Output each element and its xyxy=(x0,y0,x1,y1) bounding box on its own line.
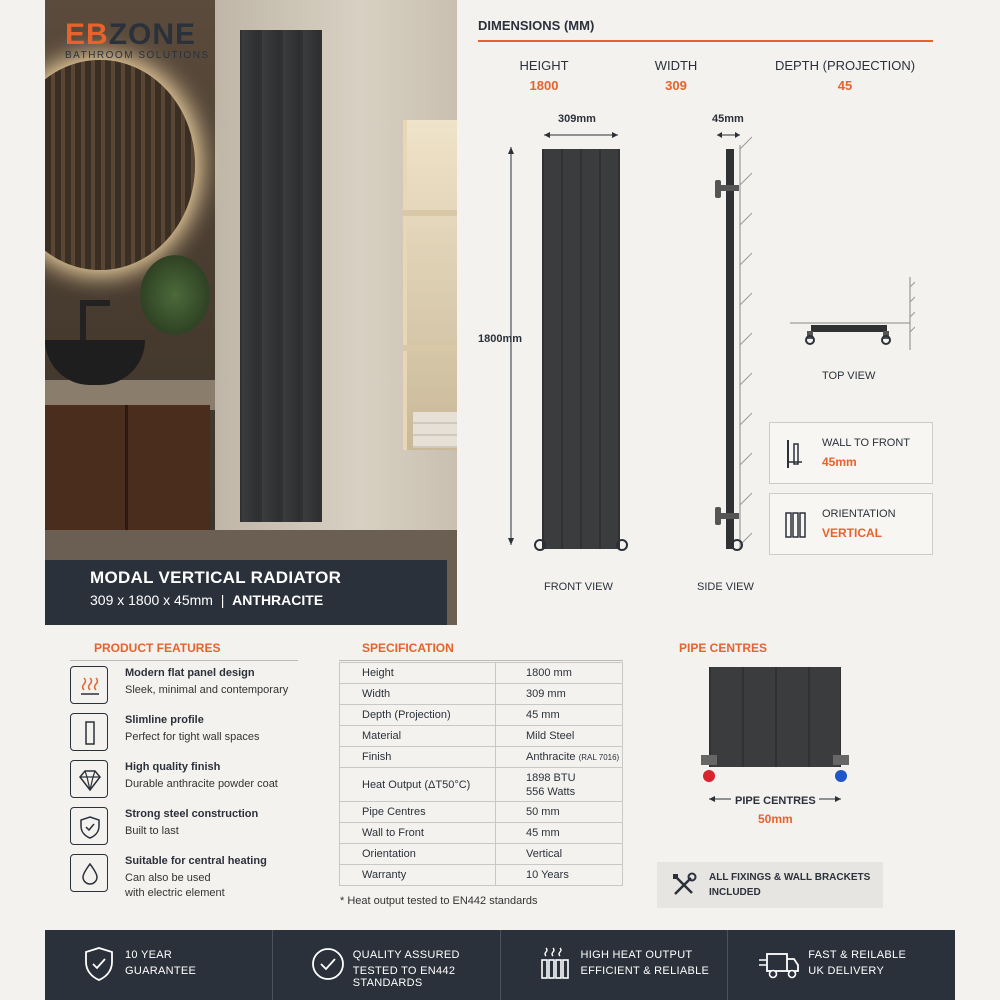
table-row: Warranty 10 Years xyxy=(340,865,623,886)
wall-bracket-icon xyxy=(784,438,808,470)
slim-panel-icon xyxy=(78,721,102,745)
top-view-drawing xyxy=(785,272,915,352)
delivery-truck-icon xyxy=(758,946,800,982)
pipe-centres-value: 50mm xyxy=(758,812,793,826)
table-row: Depth (Projection) 45 mm xyxy=(340,705,623,726)
front-view-label: FRONT VIEW xyxy=(544,581,613,593)
shield-check-icon xyxy=(78,815,102,839)
footer-item-heat: HIGH HEAT OUTPUT EFFICIENT & RELIABLE xyxy=(501,930,729,1000)
feature-item: Slimline profile Perfect for tight wall spaces xyxy=(70,713,300,759)
brand-logo: EBZONE BATHROOM SOLUTIONS xyxy=(65,18,210,61)
product-finish: ANTHRACITE xyxy=(232,592,324,608)
table-row: Heat Output (ΔT50°C) 1898 BTU 556 Watts xyxy=(340,768,623,802)
features-title: PRODUCT FEATURES xyxy=(94,641,221,655)
depth-spec: DEPTH (PROJECTION) 45 xyxy=(774,58,916,93)
top-view-label: TOP VIEW xyxy=(822,370,876,382)
diamond-icon xyxy=(78,768,102,792)
spec-table xyxy=(339,662,623,886)
product-caption: MODAL VERTICAL RADIATOR 309 x 1800 x 45mm | ANTHRACITE xyxy=(45,560,447,625)
side-view-drawing xyxy=(700,125,770,555)
feature-item: Modern flat panel design Sleek, minimal and contemporary xyxy=(70,666,300,712)
feature-item: Suitable for central heating Can also be used with electric element xyxy=(70,854,300,906)
product-title: MODAL VERTICAL RADIATOR xyxy=(90,568,342,587)
table-row: Wall to Front 45 mm xyxy=(340,823,623,844)
check-circle-icon xyxy=(311,946,345,982)
radiator-photo xyxy=(240,30,322,522)
pipe-title: PIPE CENTRES xyxy=(679,641,768,655)
tools-icon xyxy=(671,872,697,898)
footer-item-quality: QUALITY ASSURED TESTED TO EN442 STANDARDS xyxy=(273,930,501,1000)
spec-title: SPECIFICATION xyxy=(362,641,454,655)
side-depth-label: 45mm xyxy=(712,113,744,125)
table-row: Width 309 mm xyxy=(340,684,623,705)
product-size: 309 x 1800 x 45mm xyxy=(90,592,213,608)
fixings-note: ALL FIXINGS & WALL BRACKETS INCLUDED xyxy=(657,862,883,908)
width-spec: WIDTH 309 xyxy=(654,58,698,93)
orientation-box: ORIENTATION VERTICAL xyxy=(769,493,933,555)
spec-note: * Heat output tested to EN442 standards xyxy=(340,895,538,907)
feature-item: High quality finish Durable anthracite powder coat xyxy=(70,760,300,806)
front-view-drawing xyxy=(500,125,650,555)
product-photo xyxy=(45,0,457,625)
table-row: Orientation Vertical xyxy=(340,844,623,865)
divider xyxy=(70,660,298,661)
footer-item-delivery: FAST & REILABLE UK DELIVERY xyxy=(728,930,955,1000)
pipe-centres-drawing xyxy=(695,665,855,805)
table-row: Material Mild Steel xyxy=(340,726,623,747)
brand-tagline: BATHROOM SOLUTIONS xyxy=(65,50,210,61)
front-height-label: 1800mm xyxy=(478,333,523,345)
dimensions-title: DIMENSIONS (MM) xyxy=(478,18,595,33)
table-row: Height 1800 mm xyxy=(340,663,623,684)
shield-check-icon xyxy=(83,946,115,982)
wall-to-front-box: WALL TO FRONT 45mm xyxy=(769,422,933,484)
radiator-icon xyxy=(784,509,808,541)
feature-item: Strong steel construction Built to last xyxy=(70,807,300,853)
pipe-centres-label: PIPE CENTRES xyxy=(735,795,816,807)
footer-bar xyxy=(45,930,955,1000)
divider xyxy=(478,40,933,42)
water-drop-icon xyxy=(78,862,102,886)
heat-icon xyxy=(78,674,102,698)
footer-item-guarantee: 10 YEAR GUARANTEE xyxy=(45,930,273,1000)
height-spec: HEIGHT 1800 xyxy=(519,58,569,93)
divider xyxy=(339,660,623,661)
table-row: Pipe Centres 50 mm xyxy=(340,802,623,823)
front-width-label: 309mm xyxy=(558,113,596,125)
table-row: Finish Anthracite (RAL 7016) xyxy=(340,747,623,768)
round-mirror xyxy=(45,60,195,270)
side-view-label: SIDE VIEW xyxy=(697,581,754,593)
radiator-heat-icon xyxy=(539,946,571,982)
